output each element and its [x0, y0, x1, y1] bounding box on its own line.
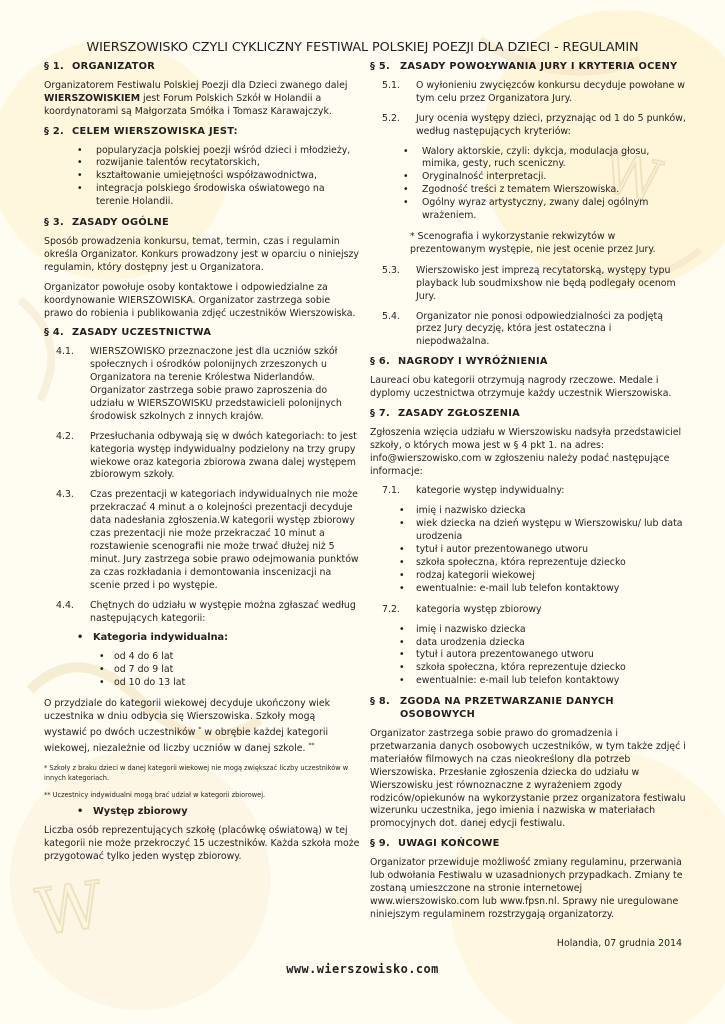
section-3-text-2: Organizator powołuje osoby kontaktowe i odpowiedzialne za koordynowanie WIERSZOWISKA. Organizator zastrzega sobie prawo do robienia i publikowania zdjęć uczestników Wierszowiska.: [44, 281, 356, 319]
age-rules-text: O przydziale do kategorii wiekowej decyduje ukończony wiek uczestnika w dniu odbycia się Wierszowiska. Szkoły mogą wystawić po dwóch uczestników * w obrębie każdej kategorii wiekowej, niezależnie od liczby uczniów w danej szkole. **: [44, 698, 331, 755]
list-item: • rozwijanie talentów recytatorskich,: [44, 157, 360, 170]
list-item: • popularyzacja polskiej poezji wśród dzieci i młodzieży,: [44, 145, 360, 158]
section-8-heading: § 8. ZGODA NA PRZETWARZANIE DANYCH OSOBOWYCH: [370, 696, 614, 721]
list-item: • data urodzenia dziecka: [370, 637, 686, 650]
list-item: • szkoła społeczna, która reprezentuje dziecko: [370, 662, 686, 675]
clause-4-4: 4.4. Chętnych do udziału w występie można zgłaszać według następujących kategorii:: [56, 599, 356, 624]
section-5-heading: § 5. ZASADY POWOŁYWANIA JURY I KRYTERIA OCENY: [370, 61, 678, 72]
left-column: [44, 61, 360, 871]
section-6-text: Laureaci obu kategorii otrzymują nagrody rzeczowe. Medale i dyplomy uczestnictwa otrzymuje każdy uczestnik Wierszowiska.: [370, 375, 672, 400]
list-item: • Zgodność treści z tematem Wierszowiska.: [370, 184, 686, 197]
svg-text:W: W: [31, 868, 108, 951]
section-6-heading: § 6. NAGRODY I WYRÓŻNIENIA: [370, 356, 548, 368]
list-item: • Oryginalność interpretacji.: [370, 171, 686, 184]
section-4-heading: § 4. ZASADY UCZESTNICTWA: [44, 327, 212, 339]
page-title: WIERSZOWISKO CZYLI CYKLICZNY FESTIWAL POLSKIEJ POEZJI DLA DZIECI - REGULAMIN: [86, 40, 639, 55]
list-item: • tytuł i autora prezentowanego utworu: [370, 649, 686, 662]
clause-5-2: 5.2. Jury ocenia występy dzieci, przyznając od 1 do 5 punków, według następujących kryteriów:: [382, 112, 686, 137]
list-item: • od 4 do 6 lat: [44, 651, 360, 664]
scenography-note: * Scenografia i wykorzystanie rekwizytów w prezentowanym występie, nie jest ocenie przez Jury.: [410, 230, 656, 255]
list-item: • kształtowanie umiejętności współzawodnictwa,: [44, 170, 360, 183]
clause-5-4: 5.4. Organizator nie ponosi odpowiedzialności za podjętą przez Jury decyzję, która jest ostateczna i niepodważalna.: [382, 310, 663, 348]
clause-5-1: 5.1. O wyłonieniu zwycięzców konkursu decyduje powołane w tym celu przez Organizatora Jury.: [382, 79, 685, 104]
clause-7-2: 7.2. kategoria występ zbiorowy: [382, 603, 542, 615]
list-item: • Walory aktorskie, czyli: dykcja, modulacja głosu, mimika, gesty, ruch sceniczny.: [370, 146, 686, 172]
list-item: • imię i nazwisko dziecka: [370, 624, 686, 637]
svg-text:W: W: [597, 140, 667, 216]
age-groups-list: [44, 651, 360, 690]
clause-5-3: 5.3. Wierszowisko jest imprezą recytatorską, występy typu playback lub soudmixshow nie będą podlegały ocenom Jury.: [382, 264, 676, 302]
right-column: [370, 61, 686, 929]
clause-4-2: 4.2. Przesłuchania odbywają się w dwóch kategoriach: to jest kategoria występ indywidualny podzielony na trzy grupy wiekowe oraz kategoria zbiorowa zwana dalej występem zbiorowym szkoły.: [56, 430, 357, 481]
list-item: • od 10 do 13 lat: [44, 677, 360, 690]
list-item: • integracja polskiego środowiska oświatowego na terenie Holandii.: [44, 183, 360, 209]
list-item: • Ogólny wyraz artystyczny, zwany dalej ogólnym wrażeniem.: [370, 197, 686, 223]
individual-category-heading: • Kategoria indywidualna:: [44, 632, 360, 645]
section-9-text: Organizator przewiduje możliwość zmiany regulaminu, przerwania lub odwołania Festiwalu w uzasadnionych przypadkach. Zmiany te zostaną umieszczone na stronie internetowej www.wierszowisko.com lub www.fpsn.nl. Sprawy nie uregulowane niniejszym regulaminem rozstrzygają organizatorzy.: [370, 857, 683, 920]
section-3-text-1: Sposób prowadzenia konkursu, temat, termin, czas i regulamin określa Organizator. Konkurs prowadzony jest w oparciu o niniejszy regulamin, który dostępny jest u Organizatora.: [44, 235, 359, 273]
criteria-list: [370, 146, 686, 223]
list-item: • tytuł i autor prezentowanego utworu: [370, 544, 686, 557]
document-date: Holandia, 07 grudnia 2014: [556, 938, 682, 949]
list-item: • od 7 do 9 lat: [44, 664, 360, 677]
list-item: • ewentualnie: e-mail lub telefon kontaktowy: [370, 675, 686, 688]
section-9-heading: § 9. UWAGI KOŃCOWE: [370, 838, 500, 850]
group-category-heading: • Występ zbiorowy: [44, 806, 360, 819]
list-item: • rodzaj kategorii wiekowej: [370, 570, 686, 583]
footer-website-link[interactable]: www.wierszowisko.com: [286, 962, 439, 976]
individual-entry-fields: [370, 505, 686, 595]
list-item: • szkoła społeczna, która reprezentuje dziecko: [370, 557, 686, 570]
list-item: • wiek dziecka na dzień występu w Wierszowisku/ lub data urodzenia: [370, 518, 686, 544]
list-item: • imię i nazwisko dziecka: [370, 505, 686, 518]
goals-list: [44, 145, 360, 210]
clause-4-3: 4.3. Czas prezentacji w kategoriach indywidualnych nie może przekraczać 4 minut a o kolejności prezentacji decyduje data nadesłania zgłoszenia.W kategorii występ zbiorowy czas prezentacji nie może przekraczać 10 minut a rozstawienie scenografii nie może trwać dłużej niż 5 minut. Jury zastrzega sobie prawo odejmowania punktów za czas rozkładania i demontowania inscenizacji na scenie przed i po występie.: [56, 489, 359, 591]
section-8-text: Organizator zastrzega sobie prawo do gromadzenia i przetwarzania danych osobowych uczestników, w tym także zdjęć i materiałów filmowych na czas nieokreślony dla potrzeb Wierszowiska. Przesłanie zgłoszenia dziecka do udziału w Wierszowisku jest równoznaczne z wyrażeniem zgody rodziców/opiekunów na wykorzystanie przez organizatora festiwalu wizerunku uczestnika, jego imienia i nazwiska w materiałach promocyjnych dot. danej edycji festiwalu.: [370, 727, 686, 830]
clause-7-1: 7.1. kategorie występ indywidualny:: [382, 485, 565, 497]
section-7-heading: § 7. ZASADY ZGŁOSZENIA: [370, 407, 521, 419]
group-entry-fields: [370, 624, 686, 689]
footnote-2: ** Uczestnicy indywidualni mogą brać udział w kategorii zbiorowej.: [44, 790, 266, 799]
section-1-heading: § 1. ORGANIZATOR: [44, 61, 156, 72]
group-category-text: Liczba osób reprezentujących szkołę (placówkę oświatową) w tej kategorii nie może przekroczyć 15 uczestników. Każda szkoła może przygotować tylko jeden występ zbiorowy.: [44, 825, 360, 863]
list-item: • ewentualnie: e-mail lub telefon kontaktowy: [370, 583, 686, 596]
clause-4-1: 4.1. WIERSZOWISKO przeznaczone jest dla uczniów szkół społecznych i ośrodków polonijnych zrzeszonych u Organizatora na terenie Królestwa Niderlandów. Organizator zastrzega sobie prawo zaproszenia do udziału w WIERSZOWISKU przedstawicieli polonijnych środowisk szkolnych z innych krajów.: [56, 346, 342, 422]
footnote-1: * Szkoły z braku dzieci w danej kategorii wiekowej nie mogą zwiększać liczby uczestników w innych kategoriach.: [44, 763, 349, 783]
section-7-text: Zgłoszenia wzięcia udziału w Wierszowisku nadsyła przedstawiciel szkoły, o których mowa jest w § 4 pkt 1. na adres: info@wierszowisko.com w zgłoszeniu należy podać następujące informacje:: [370, 426, 682, 477]
section-2-heading: § 2. CELEM WIERSZOWISKA JEST:: [44, 125, 238, 137]
section-1-text: Organizatorem Festiwalu Polskiej Poezji dla Dzieci zwanego dalej WIERSZOWISKIEM jest Forum Polskich Szkół w Holandii a koordynatorami są Małgorzata Smółka i Tomasz Karawajczyk.: [44, 79, 348, 117]
section-3-heading: § 3. ZASADY OGÓLNE: [44, 217, 169, 229]
